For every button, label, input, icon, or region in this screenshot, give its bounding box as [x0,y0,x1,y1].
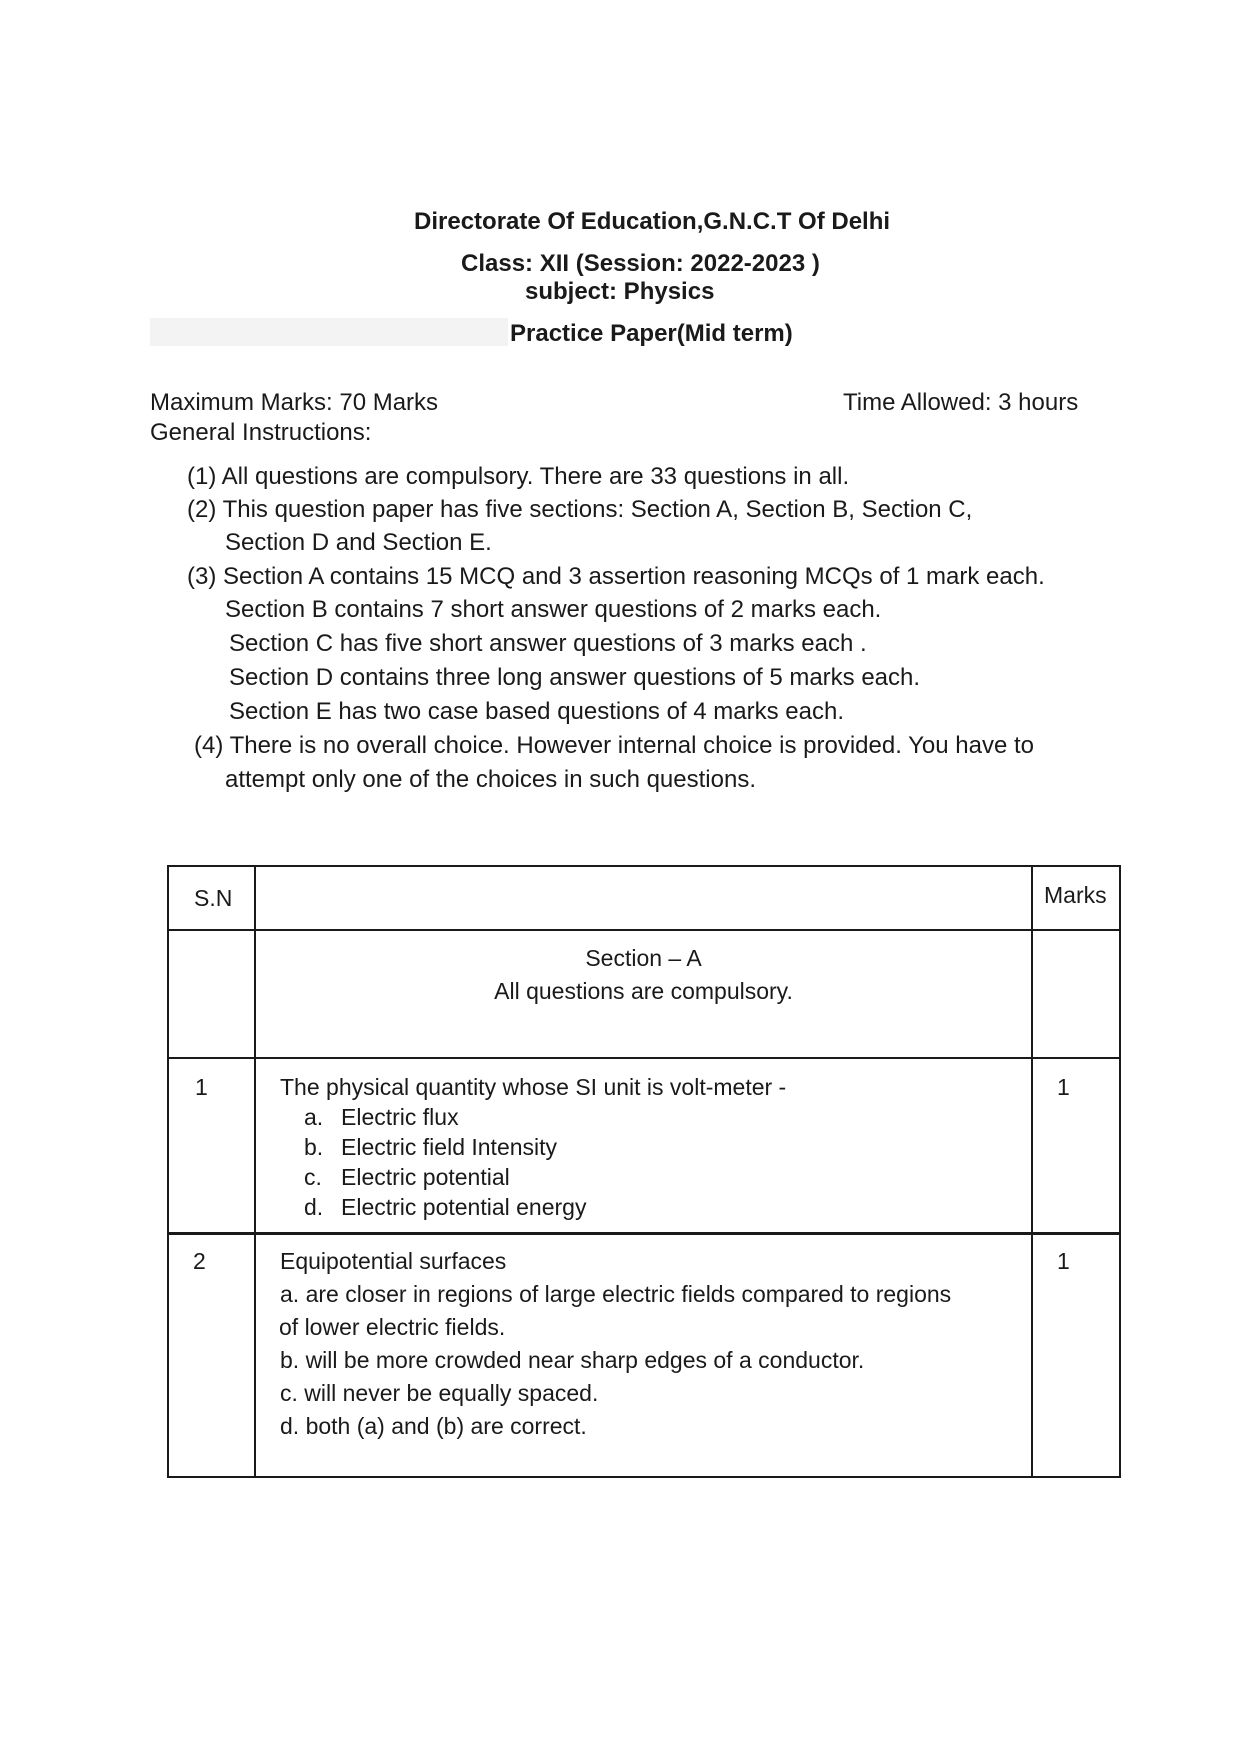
question-marks: 1 [1057,1248,1070,1274]
general-instructions-label: General Instructions: [150,419,372,446]
question-number: 2 [193,1248,206,1274]
option-text: Electric potential energy [341,1194,587,1220]
question-text: d. both (a) and (b) are correct. [280,1413,587,1439]
option-marker: a. [304,1104,324,1130]
question-marks: 1 [1057,1074,1070,1100]
option-text: Electric potential [341,1164,510,1190]
table-divider [169,1057,1119,1059]
heading-subject: subject: Physics [525,278,715,305]
heading-class-session: Class: XII (Session: 2022-2023 ) [461,250,820,277]
instruction-line: (4) There is no overall choice. However internal choice is provided. You have to [194,732,1035,759]
option-marker: d. [304,1194,324,1220]
shaded-band [150,318,508,346]
heading-paper-title: Practice Paper(Mid term) [510,320,793,347]
instruction-line: attempt only one of the choices in such questions. [225,766,756,793]
time-allowed: Time Allowed: 3 hours [843,389,1079,416]
instruction-line: Section D contains three long answer questions of 5 marks each. [229,664,921,691]
instruction-line: Section D and Section E. [225,529,492,556]
instruction-line: (3) Section A contains 15 MCQ and 3 assertion reasoning MCQs of 1 mark each. [187,563,1045,590]
instruction-line: Section B contains 7 short answer questions of 2 marks each. [225,596,882,623]
question-text: The physical quantity whose SI unit is volt-meter - [280,1074,787,1100]
option-text: Electric flux [341,1104,459,1130]
column-header-marks: Marks [1044,882,1107,908]
question-text: b. will be more crowded near sharp edges of a conductor. [280,1347,865,1373]
instruction-line: Section E has two case based questions of 4 marks each. [229,698,845,725]
question-number: 1 [195,1074,208,1100]
column-header-sn: S.N [194,885,233,911]
table-divider [169,1232,1119,1235]
option-marker: c. [304,1164,322,1190]
max-marks: Maximum Marks: 70 Marks [150,389,439,416]
question-table [167,865,1121,1478]
question-text: of lower electric fields. [279,1314,506,1340]
heading-directorate: Directorate Of Education,G.N.C.T Of Delhi [414,208,891,235]
option-marker: b. [304,1134,324,1160]
section-subtitle: All questions are compulsory. [494,978,793,1004]
question-text: c. will never be equally spaced. [280,1380,599,1406]
table-divider [1031,867,1033,1476]
option-text: Electric field Intensity [341,1134,558,1160]
table-divider [169,929,1119,931]
instruction-line: (1) All questions are compulsory. There are 33 questions in all. [187,463,850,490]
question-text: a. are closer in regions of large electric fields compared to regions [280,1281,952,1307]
instruction-line: Section C has five short answer questions of 3 marks each . [229,630,867,657]
question-text: Equipotential surfaces [280,1248,507,1274]
instruction-line: (2) This question paper has five sections: Section A, Section B, Section C, [187,496,973,523]
section-title: Section – A [585,945,702,971]
